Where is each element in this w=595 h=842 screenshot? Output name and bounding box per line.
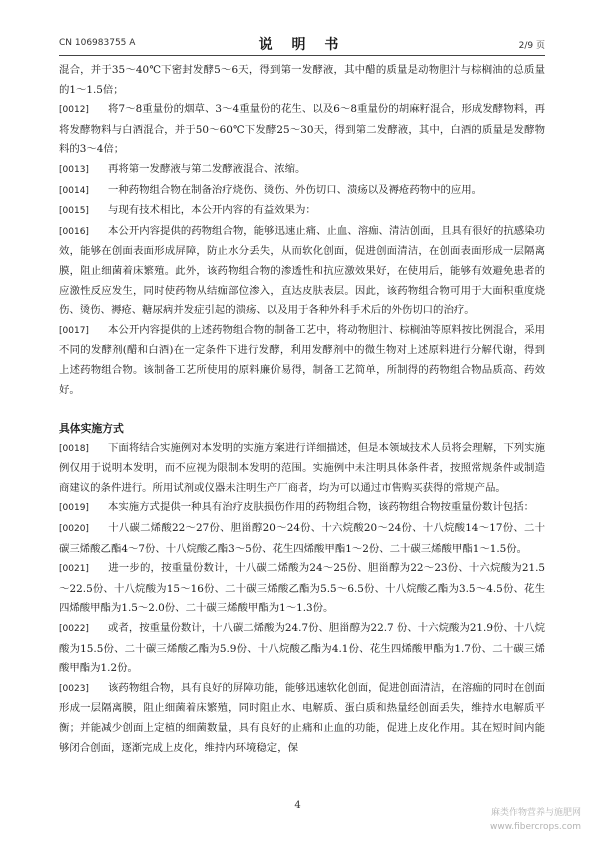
paragraph-text: 该药物组合物，具有良好的屏障功能，能够迅速软化创面，促进创面清洁，在溶痂的同时在创面形成一层隔离膜，阻止细菌着床繁殖，同时阻止水、电解质、蛋白质和热量经创面丢失，维持水电解质平衡；并能减少创面上定植的细菌数量，具有良好的止痛和止血的功能，促进上皮化作用。其在短时间内能够闭合创面，逐渐完成上皮化，维持内环境稳定，保 bbox=[59, 681, 545, 754]
paragraph-0016 bbox=[59, 222, 545, 321]
paragraph-number: [0016] bbox=[59, 226, 89, 237]
watermark bbox=[490, 806, 581, 834]
watermark-url: www.fibercrops.com bbox=[490, 822, 581, 832]
paragraph-0019 bbox=[59, 498, 545, 519]
paragraph-text: 或者，按重量份数计，十八碳二烯酸为24.7份、胆甾醇为22.7 份、十六烷酸为21.9份、十八烷酸为15.5份、二十碳三烯酸乙酯为5.9份、十八烷酸乙酯为4.1份、花生四烯酸甲酯为1.7份、二十碳三烯酸甲酯为1.2份。 bbox=[59, 622, 545, 675]
paragraph-number: [0022] bbox=[59, 624, 89, 635]
page-header bbox=[59, 34, 545, 54]
paragraph-0012 bbox=[59, 100, 545, 160]
paragraph-number: [0013] bbox=[59, 164, 89, 175]
paragraph-0013 bbox=[59, 160, 545, 181]
paragraph-0015 bbox=[59, 201, 545, 222]
paragraph-text: 混合，并于35～40℃下密封发酵5～6天，得到第一发酵液，其中醋的质量是动物胆汁与棕榈油的总质量的1～1.5倍； bbox=[59, 64, 545, 96]
paragraph-text: 本公开内容提供的上述药物组合物的制备工艺中，将动物胆汁、棕榈油等原料按比例混合，采用不同的发酵剂(醋和白酒)在一定条件下进行发酵，利用发酵剂中的微生物对上述原料进行分解代谢，得到上述药物组合物。该制备工艺所使用的原料廉价易得，制备工艺简单，所制得的药物组合物品质高、药效好。 bbox=[59, 323, 545, 396]
paragraph-number: [0014] bbox=[59, 185, 89, 196]
paragraph-text: 本实施方式提供一种具有治疗皮肤损伤作用的药物组合物，该药物组合物按重量份数计包括： bbox=[108, 501, 535, 514]
paragraph-number: [0012] bbox=[59, 105, 89, 116]
paragraph-number: [0021] bbox=[59, 564, 89, 575]
paragraph-number: [0015] bbox=[59, 206, 89, 217]
section-heading: 具体实施方式 bbox=[59, 422, 124, 436]
header-divider bbox=[59, 55, 545, 56]
paragraph-text: 将7～8重量份的烟草、3～4重量份的花生、以及6～8重量份的胡麻籽混合，形成发酵物料，再将发酵物料与白酒混合，并于50～60℃下发酵25～30天，得到第二发酵液，其中，白酒的质量是发酵物料的3～4倍； bbox=[59, 103, 545, 156]
document-title: 说 明 书 bbox=[258, 37, 346, 53]
watermark-site-name: 麻类作物营养与施肥网 bbox=[490, 808, 581, 818]
paragraph-text: 进一步的，按重量份数计，十八碳二烯酸为24～25份、胆甾醇为22～23份、十六烷酸为21.5～22.5份、十八烷酸为15～16份、二十碳三烯酸乙酯为5.5～6.5份、十八烷酸乙酯为3.5～4.5份、花生四烯酸甲酯为1.5～2.0份、二十碳三烯酸甲酯为1～1.3份。 bbox=[59, 562, 545, 615]
paragraph-0017 bbox=[59, 321, 545, 400]
paragraph-0023 bbox=[59, 679, 545, 758]
paragraph-0014 bbox=[59, 181, 545, 202]
paragraph-text: 与现有技术相比，本公开内容的有益效果为： bbox=[108, 204, 316, 217]
paragraph-number: [0020] bbox=[59, 524, 89, 535]
document-body bbox=[59, 61, 545, 758]
paragraph-0021 bbox=[59, 559, 545, 619]
paragraph-text: 一种药物组合物在制备治疗烧伤、烫伤、外伤切口、溃疡以及褥疮药物中的应用。 bbox=[108, 183, 483, 196]
page-indicator: 2/9 页 bbox=[518, 41, 545, 51]
paragraph-text: 十八碳二烯酸22～27份、胆甾醇20～24份、十六烷酸20～24份、十八烷酸14～17份、二十碳三烯酸乙酯4～7份、十八烷酸乙酯3～5份、花生四烯酸甲酯1～2份、二十碳三烯酸甲酯1～1.5份。 bbox=[59, 522, 545, 555]
paragraph-number: [0018] bbox=[59, 443, 89, 454]
paragraph-number: [0017] bbox=[59, 325, 89, 336]
paragraph-continued bbox=[59, 61, 545, 100]
page-number: 4 bbox=[294, 800, 301, 811]
paragraph-text: 再将第一发酵液与第二发酵液混合、浓缩。 bbox=[108, 162, 306, 175]
section-spacer bbox=[59, 400, 545, 419]
paragraph-0020 bbox=[59, 519, 545, 559]
paragraph-text: 下面将结合实施例对本发明的实施方案进行详细描述，但是本领域技术人员将会理解，下列实施例仅用于说明本发明，而不应视为限制本发明的范围。实施例中未注明具体条件者，按照常规条件或制造商建议的条件进行。所用试剂或仪器未注明生产厂商者，均为可以通过市售购买获得的常规产品。 bbox=[59, 441, 545, 494]
paragraph-0022 bbox=[59, 619, 545, 679]
paragraph-text: 本公开内容提供的药物组合物，能够迅速止痛、止血、溶痂、清洁创面，且具有很好的抗感染功效，能够在创面表面形成屏障，防止水分丢失，从而软化创面，促进创面清洁，在创面表面形成一层隔离膜，阻止细菌着床繁殖。此外，该药物组合物的渗透性和抗应激效果好，在使用后，能够有效避免患者的应激性反应发生，同时使药物从结痂部位渗入，直达皮肤表层。因此，该药物组合物可用于大面积重度烧伤、烫伤、褥疮、糖尿病并发症引起的溃疡、以及用于各种外科手术后的外伤切口的治疗。 bbox=[59, 224, 545, 317]
paragraph-number: [0023] bbox=[59, 683, 89, 694]
patent-number: CN 106983755 A bbox=[59, 38, 136, 48]
paragraph-0018 bbox=[59, 439, 545, 499]
paragraph-number: [0019] bbox=[59, 503, 89, 514]
